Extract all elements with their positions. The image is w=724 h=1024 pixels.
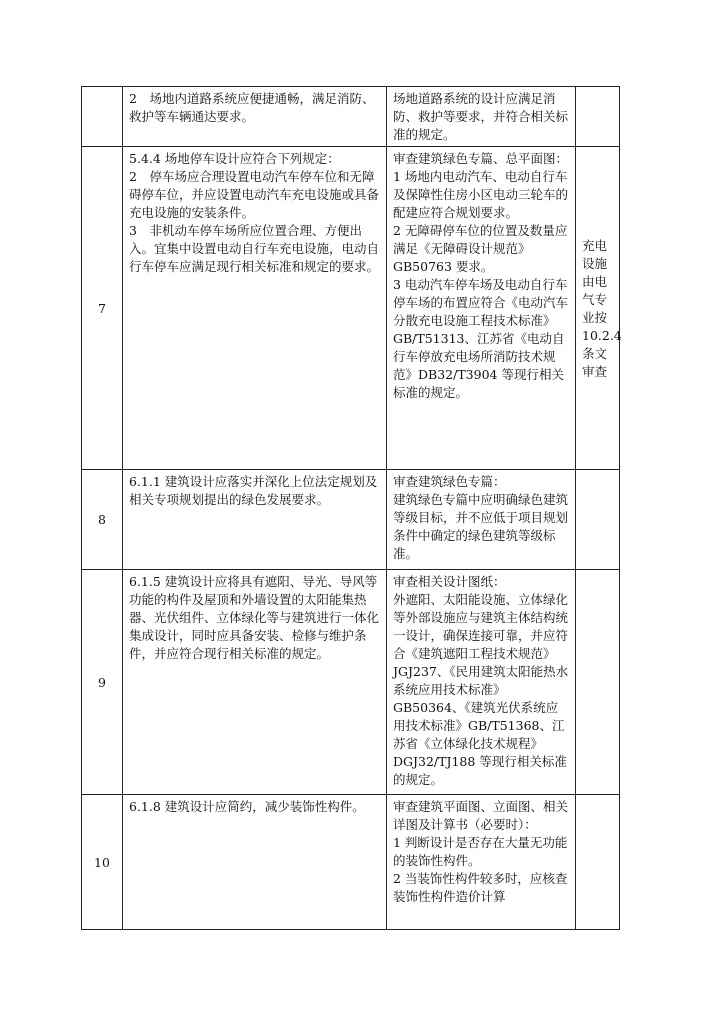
note-cell [576, 470, 620, 570]
check-text: 建筑绿色专篇中应明确绿色建筑等级目标，并不应低于项目规划条件中确定的绿色建筑等级标准。 [393, 492, 569, 561]
check-cell [387, 470, 576, 570]
requirement-cell [123, 470, 387, 570]
requirement-cell [123, 87, 387, 147]
table-row [82, 470, 620, 570]
requirement-cell [123, 147, 387, 470]
check-text: 1 判断设计是否存在大量无功能的装饰性构件。 [393, 835, 568, 868]
check-text: 审查建筑平面图、立面图、相关详图及计算书（必要时）： [393, 799, 569, 832]
check-text: 2 当装饰性构件较多时，应核查装饰性构件造价计算 [393, 871, 568, 904]
review-table [81, 86, 620, 930]
check-cell [387, 570, 576, 795]
check-text: 外遮阳、太阳能设施、立体绿化等外部设施应与建筑主体结构统一设计，确保连接可靠，并应符合《建筑遮阳工程技术规范》JGJ237、《民用建筑太阳能热水系统应用技术标准》GB50364、《建筑光伏系统应用技术标准》GB/T51368、江苏省《立体绿化技术规程》DGJ32/TJ188 等现行相关标准的规定。 [393, 592, 569, 787]
note-cell [576, 795, 620, 930]
check-text: 审查建筑绿色专篇： [393, 474, 506, 489]
check-text: 2 无障碍停车位的位置及数量应满足《无障碍设计规范》GB50763 要求。 [393, 223, 568, 274]
check-text: 1 场地内电动汽车、电动自行车及保障性住房小区电动三轮车的配建应符合规划要求。 [393, 169, 569, 220]
note-cell [576, 87, 620, 147]
requirement-text: 5.4.4 场地停车设计应符合下列规定： [129, 151, 340, 166]
check-text: 场地道路系统的设计应满足消防、救护等要求，并符合相关标准的规定。 [393, 91, 569, 142]
check-text: 3 电动汽车停车场及电动自行车停车场的布置应符合《电动汽车分散充电设施工程技术标准》GB/T51313、江苏省《电动自行车停放充电场所消防技术规范》DB32/T3904 等现行相关标准的规定。 [393, 277, 569, 400]
requirement-text: 2 场地内道路系统应便捷通畅，满足消防、救护等车辆通达要求。 [129, 91, 375, 124]
table-row [82, 147, 620, 470]
row-number [82, 87, 123, 147]
check-cell [387, 795, 576, 930]
check-cell [387, 87, 576, 147]
check-cell [387, 147, 576, 470]
note-cell: 充电设施由电气专业按 10.2.4 条文审查 [576, 147, 620, 470]
row-number: 9 [82, 570, 123, 795]
check-text: 审查相关设计图纸： [393, 574, 506, 589]
requirement-text: 3 非机动车停车场所应位置合理、方便出入。宜集中设置电动自行车充电设施，电动自行车停车应满足现行相关标准和规定的要求。 [129, 223, 380, 274]
requirement-text: 6.1.1 建筑设计应落实并深化上位法定规划及相关专项规划提出的绿色发展要求。 [129, 474, 378, 507]
table-row [82, 87, 620, 147]
row-number: 8 [82, 470, 123, 570]
row-number: 10 [82, 795, 123, 930]
table-row [82, 570, 620, 795]
note-cell [576, 570, 620, 795]
requirement-text: 6.1.8 建筑设计应简约，减少装饰性构件。 [129, 799, 365, 814]
row-number: 7 [82, 147, 123, 470]
table-row [82, 795, 620, 930]
requirement-text: 6.1.5 建筑设计应将具有遮阳、导光、导风等功能的构件及屋顶和外墙设置的太阳能集热器、光伏组件、立体绿化等与建筑进行一体化集成设计，同时应具备安装、检修与维护条件，并应符合现行相关标准的规定。 [129, 574, 380, 661]
requirement-cell [123, 795, 387, 930]
requirement-cell [123, 570, 387, 795]
check-text: 审查建筑绿色专篇、总平面图： [393, 151, 569, 166]
requirement-text: 2 停车场应合理设置电动汽车停车位和无障碍停车位，并应设置电动汽车充电设施或具备充电设施的安装条件。 [129, 169, 380, 220]
